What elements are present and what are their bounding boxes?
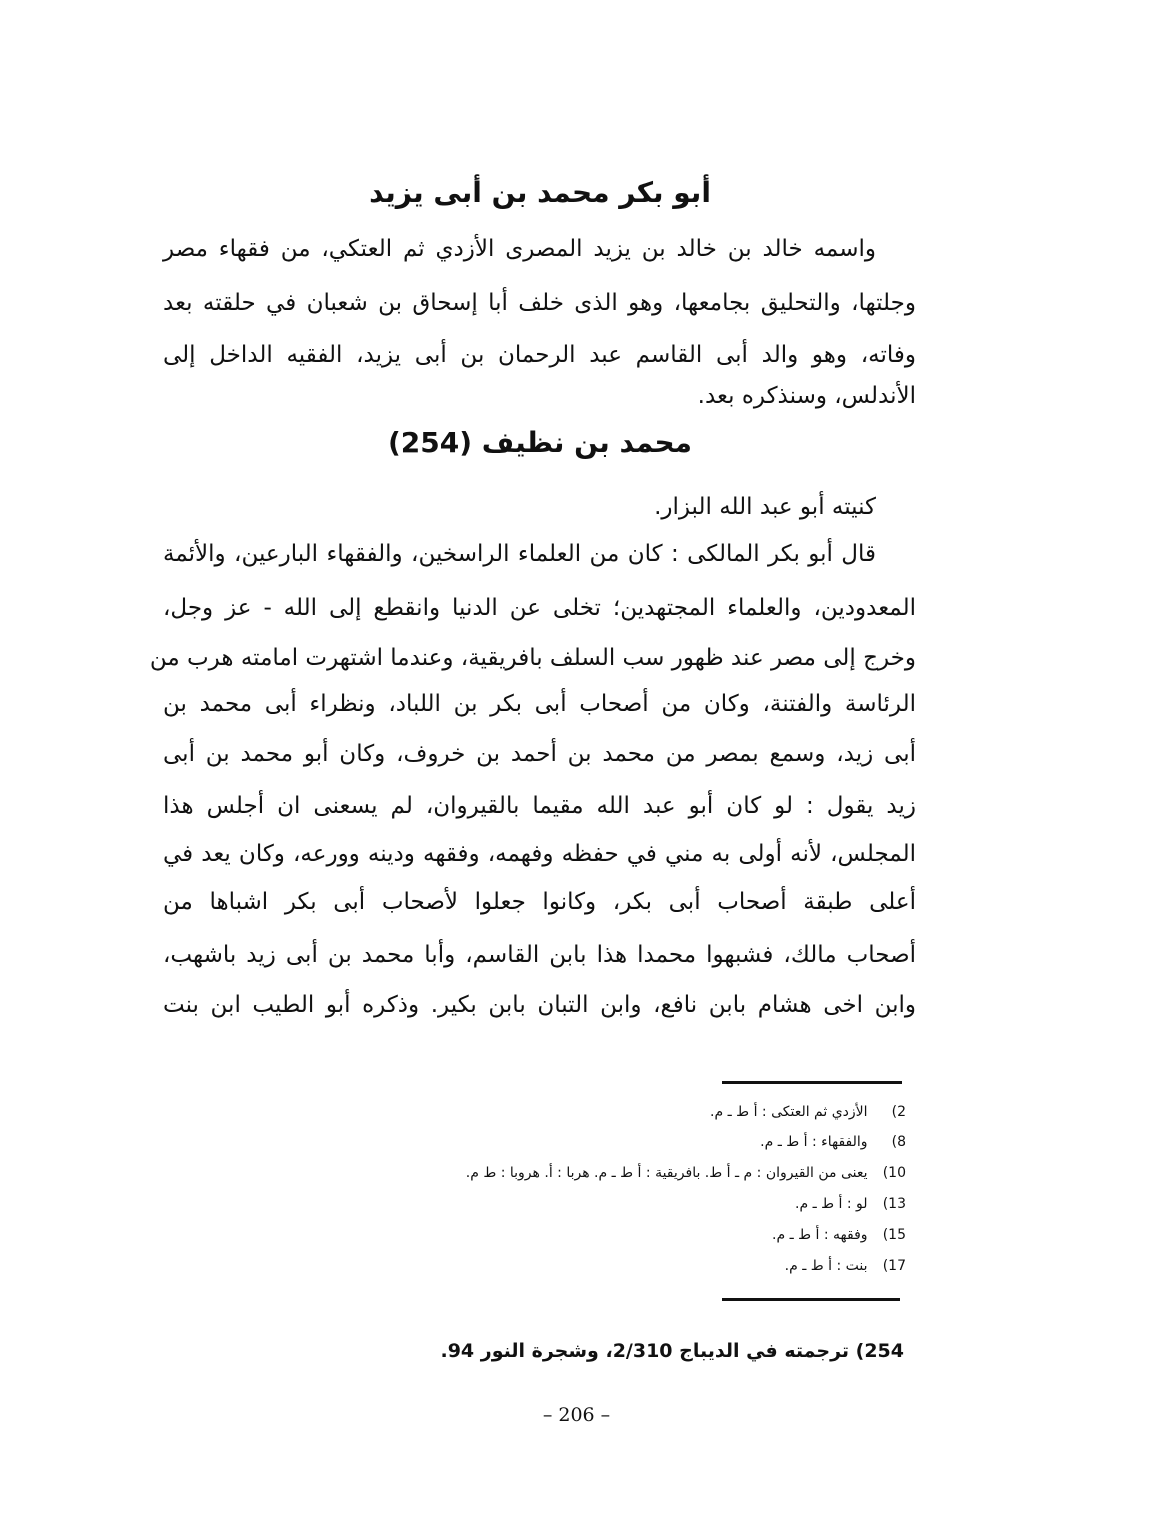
- footnote-number: 10): [882, 1165, 906, 1181]
- biography-heading: أبو بكر محمد بن أبى يزيد: [369, 176, 711, 209]
- footnote: [760, 1132, 906, 1152]
- footnote-text: وفقهه : أ ط ـ م.: [772, 1227, 868, 1243]
- footnote-text: يعنى من القيروان : م ـ أ ط. بافريقية : أ ط ـ م. هربا : أ. هروبا : ط م.: [465, 1165, 868, 1181]
- footnote: [772, 1225, 906, 1245]
- body-line: أبى زيد، وسمع بمصر من محمد بن أحمد بن خروف، وكان أبو محمد بن أبى: [163, 741, 916, 767]
- footnote-number: 2): [891, 1104, 906, 1120]
- footnote-separator: [722, 1081, 902, 1084]
- body-line: أصحاب مالك، فشبهوا محمدا هذا بابن القاسم، وأبا محمد بن أبى زيد باشهب،: [163, 942, 916, 968]
- body-line: زيد يقول : لو كان أبو عبد الله مقيما بالقيروان، لم يسعنى ان أجلس هذا: [163, 793, 916, 819]
- body-line: المجلس، لأنه أولى به مني في حفظه وفهمه، وفقهه ودينه وورعه، وكان يعد في: [163, 841, 916, 867]
- page-number: – 206 –: [542, 1404, 611, 1426]
- body-line: المعدودين، والعلماء المجتهدين؛ تخلى عن الدنيا وانقطع إلى الله - عز وجل،: [163, 595, 916, 621]
- reference-separator: [722, 1298, 900, 1301]
- footnote-text: الأزدي ثم العتكى : أ ط ـ م.: [710, 1104, 868, 1120]
- body-line: كنيته أبو عبد الله البزار.: [654, 494, 876, 520]
- footnote-text: بنت : أ ط ـ م.: [784, 1258, 868, 1274]
- biography-heading: محمد بن نظيف (254): [387, 426, 693, 459]
- body-line: وجلتها، والتحليق بجامعها، وهو الذى خلف أبا إسحاق بن شعبان في حلقته بعد: [163, 290, 916, 316]
- body-line: الرئاسة والفتنة، وكان من أصحاب أبى بكر بن اللباد، ونظراء أبى محمد بن: [163, 691, 916, 717]
- body-line: واسمه خالد بن خالد بن يزيد المصرى الأزدي ثم العتكي، من فقهاء مصر: [163, 236, 876, 262]
- footnote-number: 8): [891, 1134, 906, 1150]
- footnote: [795, 1194, 906, 1214]
- footnote: [466, 1163, 906, 1183]
- footnote-number: 15): [882, 1227, 906, 1243]
- body-line: وابن اخى هشام بابن نافع، وابن التبان بابن بكير. وذكره أبو الطيب ابن بنت: [163, 992, 916, 1018]
- footnote: [710, 1102, 906, 1122]
- footnote-number: 13): [882, 1196, 906, 1212]
- body-line: وفاته، وهو والد أبى القاسم عبد الرحمان بن أبى يزيد، الفقيه الداخل إلى: [163, 342, 916, 368]
- footnote-text: لو : أ ط ـ م.: [795, 1196, 868, 1212]
- body-line: قال أبو بكر المالكى : كان من العلماء الراسخين، والفقهاء البارعين، والأئمة: [163, 541, 876, 567]
- footnote-number: 17): [882, 1258, 906, 1274]
- body-line: أعلى طبقة أصحاب أبى بكر، وكانوا جعلوا لأصحاب أبى بكر اشباها من: [163, 889, 916, 915]
- body-line: الأندلس، وسنذكره بعد.: [697, 383, 916, 409]
- footnote-text: والفقهاء : أ ط ـ م.: [760, 1134, 868, 1150]
- body-line: وخرج إلى مصر عند ظهور سب السلف بافريقية، وعندما اشتهرت امامته هرب من: [149, 645, 916, 671]
- footnote: [785, 1256, 906, 1276]
- reference-note: 254) ترجمته في الديباج 2/310، وشجرة النور 94.: [440, 1340, 904, 1362]
